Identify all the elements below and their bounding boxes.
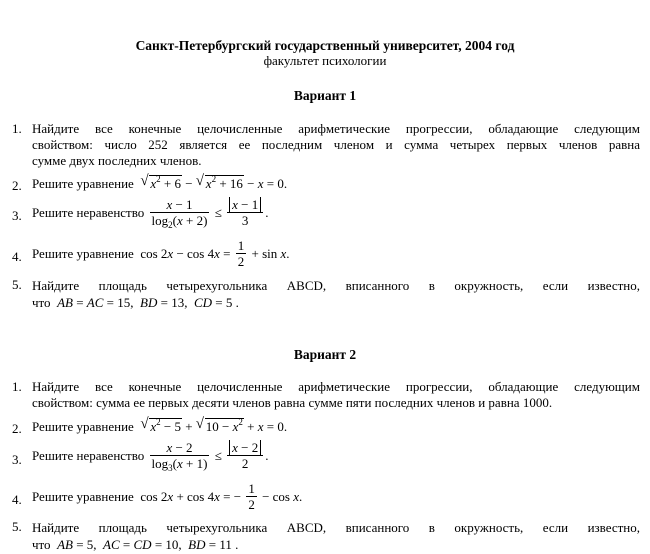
v1-problem-1-text <box>32 121 640 169</box>
v2-p3-rhs-fraction: $\frac{x - 2}{2}$ <box>227 441 263 471</box>
v1-p4-period: . <box>286 246 290 261</box>
v1-p5-line-1: Найдите площадь четырехугольника ABCD, вписанного в окружность, если известно, <box>32 278 640 293</box>
v1-problem-1-number: 1. <box>12 121 22 136</box>
v2-problem-4-number: 4. <box>12 492 22 507</box>
variant-1-heading: Вариант 1 <box>293 88 357 103</box>
v2-problem-3-text: Решите неравенство $\frac{x - 2}{\log_3(x + 1)}$ ≤ $\frac{x - 2}{2}$ . <box>32 440 269 473</box>
v1-p5-line-2: что AB = AC = 15, BD = 13, CD = 5 . <box>32 295 239 310</box>
v2-problem-1-number: 1. <box>12 379 22 394</box>
v1-p3-rhs-fraction: $\frac{x - 1}{3}$ <box>227 198 263 228</box>
v1-p1-line-3: сумме двух последних членов. <box>32 153 202 168</box>
v1-problem-2-number: 2. <box>12 178 22 193</box>
v2-p3-lhs-fraction: $\frac{x - 2}{\log_3(x + 1)}$ <box>151 440 208 473</box>
v2-p4-period: . <box>299 489 303 504</box>
v2-p4-fraction: $\frac{1}{2}$ <box>248 481 255 512</box>
v2-p4-prompt: Решите уравнение <box>32 489 134 504</box>
v1-p1-line-2: свойством: число 252 является ее последним членом и сумма четырех первых членов равна <box>32 137 640 152</box>
v1-p1-line-1: Найдите все конечные целочисленные арифметические прогрессии, обладающие следующим <box>32 121 640 136</box>
v2-p1-line-2: свойством: сумма ее первых десяти членов равна сумме пяти последних членов и равна 1000. <box>32 395 553 410</box>
v1-p3-prompt: Решите неравенство <box>32 205 145 220</box>
v2-problem-1-text <box>32 379 640 411</box>
v2-problem-5-text <box>32 519 640 553</box>
v1-p2-prompt: Решите уравнение <box>32 176 134 191</box>
v2-problem-5-number: 5. <box>12 519 22 534</box>
v2-p5-line-1: Найдите площадь четырехугольника ABCD, вписанного в окружность, если известно, <box>32 520 640 535</box>
v2-problem-4-text: Решите уравнение cos 2x + cos 4x = − $\frac{1}{2}$ − cos x. <box>32 481 303 512</box>
v2-p2-prompt: Решите уравнение <box>32 419 134 434</box>
v2-problem-3-number: 3. <box>12 452 22 467</box>
variant-2-heading: Вариант 2 <box>293 347 357 362</box>
v2-p2-equation: √ $x^2 - 5$ + √ $10 - x^2 + x = 0$ <box>140 416 284 434</box>
v1-p4-fraction: $\frac{1}{2}$ <box>237 238 245 269</box>
v1-problem-4-text: Решите уравнение cos 2x − cos 4x = $\frac{1}{2}$ + sin x. <box>32 238 290 269</box>
v2-problem-2-text <box>32 416 288 435</box>
v1-problem-5-number: 5. <box>12 277 22 292</box>
v1-p4-prompt: Решите уравнение <box>32 246 134 261</box>
v1-problem-5-text <box>32 277 640 311</box>
v2-p1-line-1: Найдите все конечные целочисленные арифметические прогрессии, обладающие следующим <box>32 379 640 394</box>
v1-problem-2-text <box>32 173 288 192</box>
v2-problem-2-number: 2. <box>12 421 22 436</box>
v2-p2-period: . <box>283 419 288 434</box>
v1-p3-lhs-fraction: $\frac{x - 1}{\log_2(x + 2)}$ <box>151 197 208 230</box>
v1-problem-3-text: Решите неравенство $\frac{x - 1}{\log_2(x + 2)}$ ≤ $\frac{x - 1}{3}$ . <box>32 197 269 230</box>
v1-p2-equation: √ $x^2 + 6$ − √ $x^2 + 16 - x = 0$ <box>140 173 284 191</box>
v1-p3-period: . <box>265 205 269 220</box>
v1-problem-3-number: 3. <box>12 208 22 223</box>
document-title: Санкт-Петербургский государственный университет, 2004 год <box>135 38 515 53</box>
v2-p5-line-2: что AB = 5, AC = CD = 10, BD = 11 . <box>32 537 239 552</box>
v2-p3-period: . <box>265 448 269 463</box>
v2-p3-prompt: Решите неравенство <box>32 448 145 463</box>
v1-p2-period: . <box>283 176 288 191</box>
document-subtitle: факультет психологии <box>263 53 387 68</box>
v1-problem-4-number: 4. <box>12 249 22 264</box>
